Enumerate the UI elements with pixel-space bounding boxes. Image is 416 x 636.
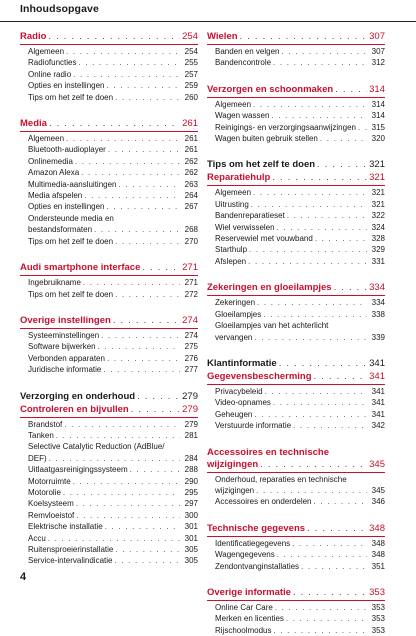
toc-entry[interactable]: Starthulp . . . 329 xyxy=(215,244,385,255)
heading-title: Audi smartphone interface xyxy=(20,262,141,274)
toc-entry[interactable]: Brandstof . . . 279 xyxy=(28,419,198,430)
toc-entry[interactable]: Identificatiegegevens . . . 348 xyxy=(215,538,385,549)
toc-entry[interactable]: Motorolie . . . 295 xyxy=(28,487,198,498)
heading-title: Radio xyxy=(20,31,47,42)
heading-page: 321 xyxy=(369,159,385,171)
heading-page: 279 xyxy=(182,403,198,415)
heading-title: Gegevensbescherming xyxy=(207,370,312,382)
heading-title: Tips om het zelf te doen xyxy=(207,159,316,171)
toc-entry[interactable]: Accu . . . 301 xyxy=(28,533,198,544)
toc-entry[interactable]: Tips om het zelf te doen . . . 270 xyxy=(28,236,198,247)
toc-heading[interactable] xyxy=(207,31,385,45)
page-number: 4 xyxy=(20,571,27,583)
toc-chapter-heading[interactable] xyxy=(207,358,385,371)
heading-page: 307 xyxy=(369,31,385,42)
toc-section-klantinformatie xyxy=(207,358,385,432)
heading-page: 271 xyxy=(182,262,198,274)
toc-entry[interactable]: Media afspelen . . . 264 xyxy=(28,190,198,201)
toc-section-zekeringen xyxy=(207,282,385,343)
heading-page: 348 xyxy=(369,522,385,534)
heading-title: Verzorging en onderhoud xyxy=(20,390,136,402)
toc-left-column xyxy=(20,31,198,567)
toc-entry[interactable]: Bluetooth-audioplayer . . . 261 xyxy=(28,144,198,155)
toc-entry[interactable]: Ingebruikname . . . 271 xyxy=(28,277,198,288)
toc-entry-wrapped-line[interactable]: Onderhoud, reparaties en technische xyxy=(215,474,347,484)
toc-entry[interactable]: Reservewiel met vouwband . . . 328 xyxy=(215,233,385,244)
toc-right-column xyxy=(207,31,385,636)
heading-title: Overige informatie xyxy=(207,586,291,598)
heading-title: Technische gegevens xyxy=(207,522,306,534)
toc-section-tips xyxy=(207,159,385,267)
toc-heading[interactable] xyxy=(20,118,198,132)
toc-entries xyxy=(20,133,198,247)
toc-entry[interactable]: Banden en velgen . . . 307 xyxy=(215,46,385,57)
toc-entry[interactable]: Motorruimte . . . 290 xyxy=(28,476,198,487)
toc-heading-wrapped-line[interactable]: Accessoires en technische xyxy=(207,446,329,458)
toc-entry[interactable]: Tips om het zelf te doen . . . 272 xyxy=(28,289,198,300)
toc-entry[interactable]: Algemeen . . . 254 xyxy=(28,46,198,57)
toc-entry[interactable]: Bandencontrole . . . 312 xyxy=(215,57,385,68)
toc-entry[interactable]: Verstuurde informatie . . . 342 xyxy=(215,420,385,431)
toc-entry[interactable]: Privacybeleid . . . 341 xyxy=(215,386,385,397)
toc-entry[interactable]: DEF) . . . 284 xyxy=(28,453,198,464)
toc-entry[interactable]: bestandsformaten . . . 268 xyxy=(28,224,198,235)
heading-page: 353 xyxy=(369,586,385,598)
toc-entry[interactable]: Opties en instellingen . . . 267 xyxy=(28,201,198,212)
toc-entry-wrapped-line[interactable]: Gloeilampjes van het achterlicht xyxy=(215,321,329,331)
heading-title: Reparatiehulp xyxy=(207,172,271,184)
toc-entries xyxy=(207,538,385,572)
toc-entry[interactable]: Wiel verwisselen . . . 324 xyxy=(215,222,385,233)
toc-entry[interactable]: Algemeen . . . 314 xyxy=(215,99,385,110)
toc-section-overige-instellingen xyxy=(20,315,198,376)
toc-heading[interactable] xyxy=(207,172,385,186)
toc-heading[interactable] xyxy=(207,459,385,473)
toc-entry[interactable]: Online radio . . . 257 xyxy=(28,69,198,80)
toc-entry[interactable]: Wagen wassen . . . 314 xyxy=(215,110,385,121)
heading-page: 261 xyxy=(182,118,198,130)
toc-section-verzorging xyxy=(20,391,198,567)
heading-page: 345 xyxy=(369,458,385,470)
toc-section-media xyxy=(20,118,198,247)
toc-heading[interactable] xyxy=(207,587,385,601)
toc-heading[interactable] xyxy=(207,523,385,537)
toc-heading[interactable] xyxy=(207,371,385,385)
toc-entry-wrapped-line[interactable]: Ondersteunde media en xyxy=(28,213,114,223)
toc-entry[interactable]: Software bijwerken . . . 275 xyxy=(28,341,198,352)
toc-chapter-heading[interactable] xyxy=(207,159,385,172)
toc-entry[interactable]: Wagengegevens . . . 348 xyxy=(215,549,385,560)
toc-entries xyxy=(207,187,385,267)
toc-entry[interactable]: Tips om het zelf te doen . . . 260 xyxy=(28,92,198,103)
toc-entry[interactable]: Algemeen . . . 321 xyxy=(215,187,385,198)
toc-entry[interactable]: Systeeminstellingen . . . 274 xyxy=(28,330,198,341)
toc-entry[interactable]: Onlinemedia . . . 262 xyxy=(28,156,198,167)
toc-entries xyxy=(20,277,198,300)
toc-entry[interactable]: Reinigings- en verzorgingsaanwijzingen . . . 315 xyxy=(215,122,385,133)
toc-entry[interactable]: Online Car Care . . . 353 xyxy=(215,602,385,613)
heading-title: Wielen xyxy=(207,31,238,42)
toc-entry[interactable]: Opties en instellingen . . . 259 xyxy=(28,80,198,91)
toc-entry[interactable]: Rijschoolmodus . . . 353 xyxy=(215,625,385,636)
toc-section-overige-informatie xyxy=(207,587,385,636)
toc-entry[interactable]: Video-opnames . . . 341 xyxy=(215,397,385,408)
toc-entry[interactable]: Verbonden apparaten . . . 276 xyxy=(28,353,198,364)
toc-section-accessoires xyxy=(207,447,385,508)
page-header xyxy=(0,0,416,22)
toc-entry[interactable]: Remvloeistof . . . 300 xyxy=(28,510,198,521)
toc-entries xyxy=(207,474,385,508)
toc-entry[interactable]: Ruitensproeierinstallatie . . . 305 xyxy=(28,544,198,555)
heading-page: 314 xyxy=(369,83,385,95)
toc-heading[interactable] xyxy=(207,84,385,98)
toc-section-verzorgen xyxy=(207,84,385,145)
toc-entry[interactable]: Algemeen . . . 261 xyxy=(28,133,198,144)
toc-section-technische-gegevens xyxy=(207,523,385,572)
heading-title: Overige instellingen xyxy=(20,314,111,326)
toc-heading[interactable] xyxy=(207,282,385,296)
heading-page: 279 xyxy=(182,390,198,402)
toc-entry[interactable]: Zekeringen . . . 334 xyxy=(215,297,385,308)
toc-entries xyxy=(20,330,198,376)
toc-entry[interactable]: Wagen buiten gebruik stellen . . . 320 xyxy=(215,133,385,144)
toc-entries xyxy=(20,419,198,567)
heading-title: Controleren en bijvullen xyxy=(20,403,129,415)
heading-page: 341 xyxy=(369,370,385,382)
toc-entry[interactable]: Accessoires en onderdelen . . . 346 xyxy=(215,496,385,507)
toc-entries xyxy=(20,46,198,103)
heading-page: 274 xyxy=(182,314,198,326)
toc-section-audi-smartphone xyxy=(20,262,198,300)
page-title: Inhoudsopgave xyxy=(20,3,99,15)
toc-entry[interactable]: Merken en licenties . . . 353 xyxy=(215,613,385,624)
toc-entry[interactable]: Geheugen . . . 341 xyxy=(215,409,385,420)
toc-entries xyxy=(207,297,385,343)
heading-title: Media xyxy=(20,118,47,130)
heading-page: 321 xyxy=(369,172,385,184)
toc-entry[interactable]: Gloeilampjes . . . 338 xyxy=(215,309,385,320)
heading-page: 341 xyxy=(369,357,385,369)
toc-entry[interactable]: vervangen . . . 339 xyxy=(215,332,385,343)
heading-page: 254 xyxy=(182,31,198,42)
toc-entry[interactable]: Afslepen . . . 331 xyxy=(215,256,385,267)
toc-entry[interactable]: Koelsysteem . . . 297 xyxy=(28,498,198,509)
toc-entries xyxy=(207,46,385,69)
toc-entry[interactable]: wijzigingen . . . 345 xyxy=(215,485,385,496)
heading-title: Zekeringen en gloeilampjes xyxy=(207,282,332,294)
toc-entry[interactable]: Amazon Alexa . . . 262 xyxy=(28,167,198,178)
toc-heading[interactable] xyxy=(20,315,198,329)
toc-entries xyxy=(207,99,385,145)
toc-heading[interactable] xyxy=(20,404,198,418)
toc-entry[interactable]: Zendontvanginstallaties . . . 351 xyxy=(215,561,385,572)
toc-entry[interactable]: Radiofuncties . . . 255 xyxy=(28,57,198,68)
toc-entry[interactable]: Uitrusting . . . 321 xyxy=(215,199,385,210)
toc-entry[interactable]: Juridische informatie . . . 277 xyxy=(28,364,198,375)
toc-entry[interactable]: Elektrische installatie . . . 301 xyxy=(28,521,198,532)
heading-title: wijzigingen xyxy=(207,458,259,470)
heading-title: Verzorgen en schoonmaken xyxy=(207,83,334,95)
heading-title: Klantinformatie xyxy=(207,357,277,369)
toc-entry[interactable]: Uitlaatgasreinigingssysteem . . . 288 xyxy=(28,464,198,475)
toc-entry[interactable]: Bandenreparatieset . . . 322 xyxy=(215,210,385,221)
toc-chapter-heading[interactable] xyxy=(20,391,198,404)
toc-entries xyxy=(207,602,385,636)
toc-section-radio xyxy=(20,31,198,103)
toc-entry[interactable]: Multimedia-aansluitingen . . . 263 xyxy=(28,179,198,190)
toc-section-wielen xyxy=(207,31,385,69)
toc-entries xyxy=(207,386,385,432)
toc-entry-wrapped-line[interactable]: Selective Catalytic Reduction (AdBlue/ xyxy=(28,442,165,452)
toc-entry[interactable]: Service-intervalindicatie . . . 305 xyxy=(28,555,198,566)
toc-entry[interactable]: Tanken . . . 281 xyxy=(28,430,198,441)
toc-heading[interactable] xyxy=(20,31,198,45)
heading-page: 334 xyxy=(369,282,385,294)
toc-heading[interactable] xyxy=(20,262,198,276)
